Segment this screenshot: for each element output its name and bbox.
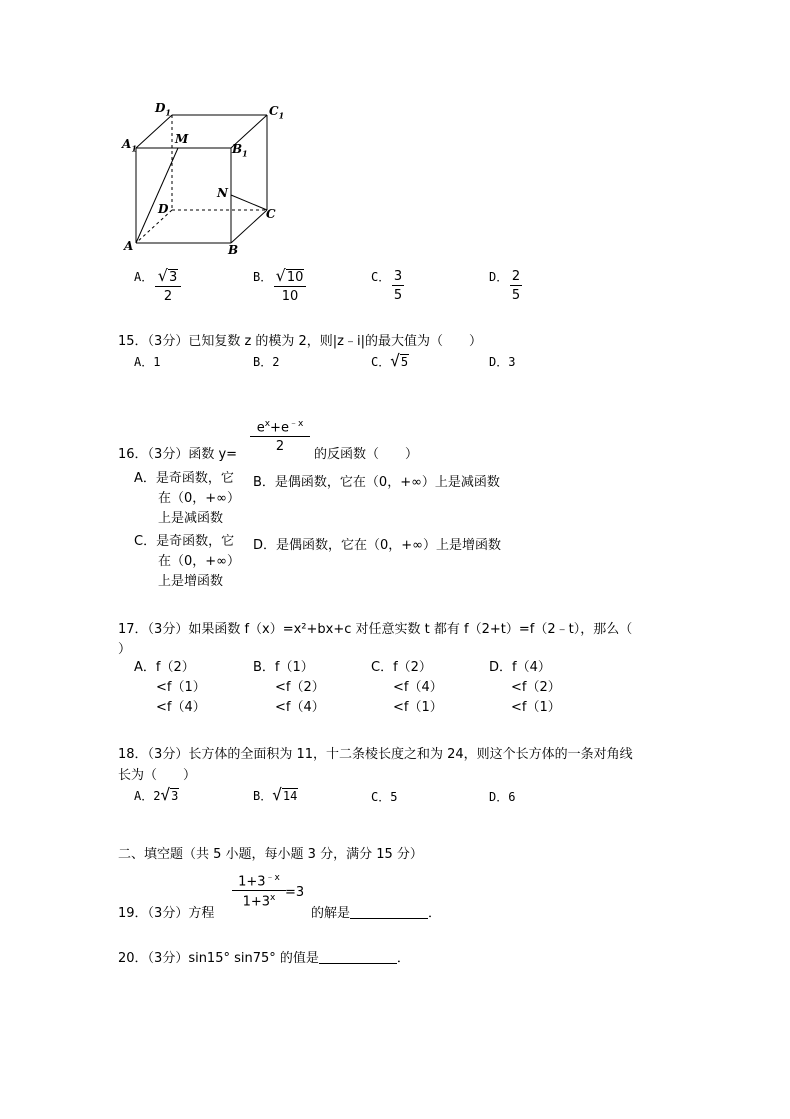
q15-option-d: D．3	[489, 355, 516, 369]
q15-stem: 15．（3分）已知复数 z 的模为 2，则|z﹣i|的最大值为（ ）	[118, 334, 483, 349]
section-heading-fill-in: 二、填空题（共 5 小题，每小题 3 分，满分 15 分）	[118, 847, 423, 862]
q17-option-c: C．f（2） <f（4） <f（1）	[371, 660, 443, 715]
q14-option-d-letter: D．	[489, 270, 509, 284]
label-a1: $A_1$	[122, 137, 137, 154]
q15-option-b: B．2	[253, 355, 280, 369]
label-b: B	[228, 243, 239, 257]
label-a: A	[124, 239, 134, 253]
q17-option-d: D．f（4） <f（2） <f（1）	[489, 660, 561, 715]
q17-stem-line1: 17．（3分）如果函数 f（x）=x²+bx+c 对任意实数 t 都有 f（2+t）=f（2﹣t），那么（	[118, 622, 633, 637]
q18-stem-line1: 18．（3分）长方体的全面积为 11，十二条棱长度之和为 24，则这个长方体的一条对角线	[118, 747, 633, 762]
label-c: C	[266, 207, 276, 221]
q14-option-c-letter: C．	[371, 270, 391, 284]
q19-suffix: 的解是 ．	[311, 906, 442, 921]
label-d: D	[158, 202, 169, 216]
q19-answer-blank[interactable]	[350, 906, 428, 919]
q18-stem-line2: 长为（ ）	[118, 768, 197, 783]
label-m: M	[175, 132, 189, 146]
q14-option-c-fraction: $\frac{3}{5}$	[393, 269, 403, 303]
q14-option-b-fraction: $\frac{√10}{10}$	[274, 268, 306, 303]
label-d1: $D_1$	[155, 101, 171, 118]
q14-option-b-letter: B．	[253, 270, 273, 284]
q14-option-d-fraction: $\frac{2}{5}$	[511, 269, 521, 303]
q19-prefix: 19．（3分）方程	[118, 906, 215, 921]
q17-option-a: A．f（2） <f（1） <f（4）	[134, 660, 206, 715]
q14-option-a-fraction: $\frac{√3}{2}$	[155, 268, 181, 303]
q16-prefix: 16．（3分）函数 y=	[118, 447, 238, 462]
label-b1: $B_1$	[232, 142, 248, 159]
q16-suffix: 的反函数（ ）	[314, 447, 419, 462]
q14-option-a-letter: A．	[134, 270, 154, 284]
label-n: N	[217, 186, 228, 200]
q16-option-b: B．是偶函数，它在（0，+∞）上是减函数	[253, 475, 500, 490]
label-c1: $C_1$	[269, 104, 285, 121]
q17-stem-line2: ）	[118, 642, 132, 657]
q15-option-c: C．√5	[371, 351, 409, 370]
q18-option-a: A．2√3	[134, 785, 179, 804]
q16-option-c: C．是奇函数，它 在（0，+∞） 上是增函数	[134, 534, 240, 589]
q20-stem: 20．（3分）sin15° sin75° 的值是 ．	[118, 951, 410, 966]
q16-option-d: D．是偶函数，它在（0，+∞）上是增函数	[253, 538, 502, 553]
q18-option-c: C．5	[371, 790, 398, 804]
q20-answer-blank[interactable]	[319, 951, 397, 964]
q16-fraction: $\frac{e^x+e^{﹣x}}{2}$	[250, 420, 310, 453]
q18-option-d: D．6	[489, 790, 516, 804]
q15-option-a: A．1	[134, 355, 161, 369]
q16-option-a: A．是奇函数，它 在（0，+∞） 上是减函数	[134, 471, 240, 526]
cube-figure	[118, 98, 298, 263]
q18-option-b: B．√14	[253, 785, 298, 804]
q17-option-b: B．f（1） <f（2） <f（4）	[253, 660, 325, 715]
q19-equals: =3	[285, 885, 305, 900]
q19-fraction: $\frac{1+3^{﹣x}}{1+3^x}$	[232, 874, 286, 909]
